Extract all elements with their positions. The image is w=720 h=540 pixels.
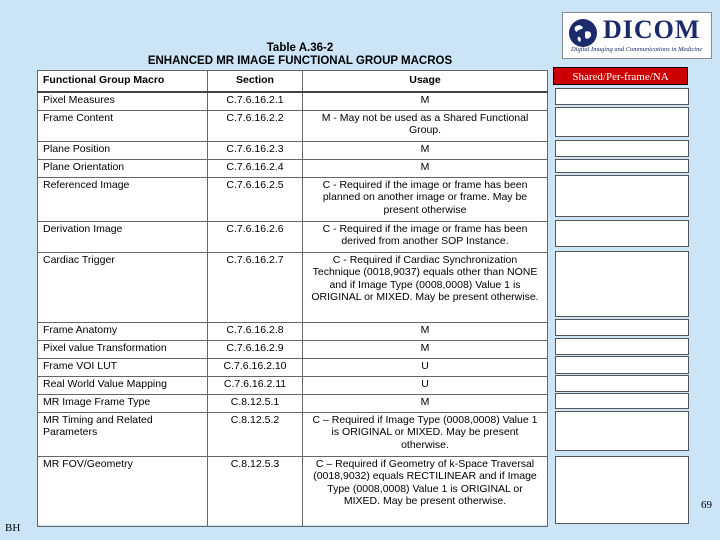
side-box [555, 140, 689, 157]
table-header-row [38, 71, 548, 93]
side-box [555, 456, 689, 524]
macro-cell: MR Image Frame Type [38, 394, 208, 412]
dicom-logo [562, 12, 712, 59]
logo-tagline: Digital Imaging and Communications in Medicine [571, 46, 703, 53]
section-cell: C.8.12.5.2 [208, 412, 303, 456]
usage-cell: C – Required if Image Type (0008,0008) Value 1 is ORIGINAL or MIXED. May be present otherwise. [303, 412, 548, 456]
table-sheet [37, 70, 547, 525]
table-title-caption: ENHANCED MR IMAGE FUNCTIONAL GROUP MACROS [147, 55, 453, 67]
macro-cell: Plane Orientation [38, 159, 208, 177]
section-cell: C.7.6.16.2.2 [208, 110, 303, 141]
table-row [38, 221, 548, 252]
table-row [38, 358, 548, 376]
macro-cell: MR Timing and Related Parameters [38, 412, 208, 456]
header-section: Section [208, 71, 303, 93]
usage-cell: M [303, 141, 548, 159]
table-row [38, 177, 548, 221]
table-row [38, 159, 548, 177]
side-box [555, 220, 689, 247]
side-box [555, 356, 689, 374]
logo-wordmark: DICOM [603, 15, 701, 44]
usage-cell: C – Required if Geometry of k-Space Traversal (0018,9032) equals RECTILINEAR and if Image Type (0008,0008) Value 1 is ORIGINAL or MIXED. May be present otherwise. [303, 456, 548, 526]
side-box [555, 319, 689, 336]
table-row [38, 141, 548, 159]
macro-cell: Frame Anatomy [38, 322, 208, 340]
functional-group-table [37, 70, 548, 527]
section-cell: C.7.6.16.2.7 [208, 252, 303, 322]
macro-cell: Plane Position [38, 141, 208, 159]
macro-cell: Referenced Image [38, 177, 208, 221]
macro-cell: Frame Content [38, 110, 208, 141]
section-cell: C.7.6.16.2.9 [208, 340, 303, 358]
section-cell: C.7.6.16.2.4 [208, 159, 303, 177]
usage-cell: C - Required if Cardiac Synchronization Technique (0018,9037) equals other than NONE and if Image Type (0008,0008) Value 1 is ORIGINAL or MIXED. May be present otherwise. [303, 252, 548, 322]
table-row [38, 412, 548, 456]
usage-cell: U [303, 358, 548, 376]
section-cell: C.7.6.16.2.3 [208, 141, 303, 159]
section-cell: C.7.6.16.2.5 [208, 177, 303, 221]
side-box [555, 175, 689, 217]
table-row [38, 322, 548, 340]
table-title-number: Table A.36-2 [266, 42, 334, 54]
usage-cell: C - Required if the image or frame has been derived from another SOP Instance. [303, 221, 548, 252]
side-box [555, 88, 689, 105]
macro-cell: MR FOV/Geometry [38, 456, 208, 526]
table-row [38, 456, 548, 526]
section-cell: C.7.6.16.2.8 [208, 322, 303, 340]
side-box [555, 411, 689, 451]
table-title [60, 42, 540, 68]
macro-cell: Pixel Measures [38, 92, 208, 110]
side-box [555, 338, 689, 355]
macro-cell: Real World Value Mapping [38, 376, 208, 394]
usage-cell: M [303, 92, 548, 110]
usage-cell: M [303, 394, 548, 412]
section-cell: C.7.6.16.2.1 [208, 92, 303, 110]
usage-cell: M [303, 340, 548, 358]
table-row [38, 394, 548, 412]
header-usage: Usage [303, 71, 548, 93]
table-row [38, 340, 548, 358]
table-row [38, 376, 548, 394]
section-cell: C.7.6.16.2.6 [208, 221, 303, 252]
table-row [38, 92, 548, 110]
usage-cell: M [303, 159, 548, 177]
side-box [555, 393, 689, 409]
macro-cell: Derivation Image [38, 221, 208, 252]
macro-cell: Pixel value Transformation [38, 340, 208, 358]
author-initials: BH [5, 522, 21, 534]
usage-cell: M - May not be used as a Shared Functional Group. [303, 110, 548, 141]
table-row [38, 252, 548, 322]
section-cell: C.7.6.16.2.10 [208, 358, 303, 376]
shared-per-frame-header: Shared/Per-frame/NA [553, 67, 688, 85]
side-box [555, 159, 689, 173]
side-box [555, 107, 689, 137]
side-box [555, 375, 689, 392]
section-cell: C.8.12.5.1 [208, 394, 303, 412]
section-cell: C.7.6.16.2.11 [208, 376, 303, 394]
usage-cell: M [303, 322, 548, 340]
globe-icon [568, 18, 598, 48]
table-row [38, 110, 548, 141]
section-cell: C.8.12.5.3 [208, 456, 303, 526]
side-box [555, 251, 689, 317]
header-macro: Functional Group Macro [38, 71, 208, 93]
macro-cell: Frame VOI LUT [38, 358, 208, 376]
usage-cell: C - Required if the image or frame has been planned on another image or frame. May be present otherwise [303, 177, 548, 221]
usage-cell: U [303, 376, 548, 394]
page-number: 69 [701, 499, 712, 511]
macro-cell: Cardiac Trigger [38, 252, 208, 322]
